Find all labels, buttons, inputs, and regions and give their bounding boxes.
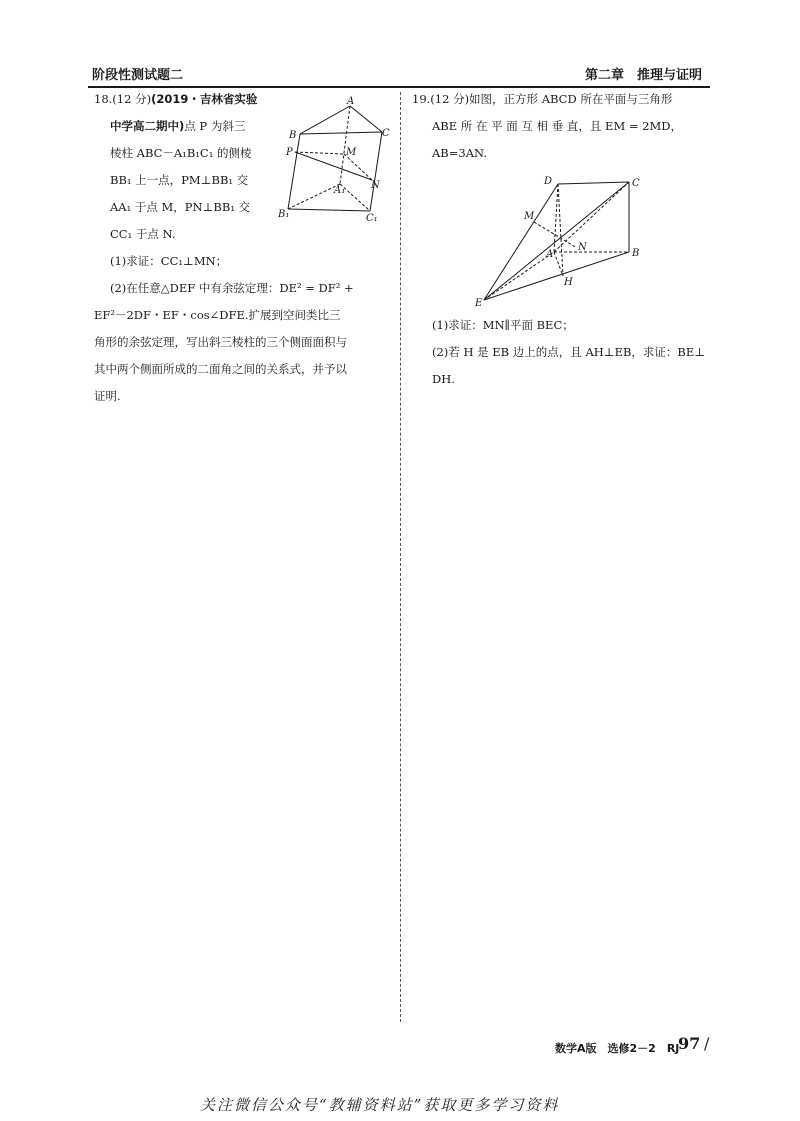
- label-B: B: [289, 130, 297, 141]
- label-C1: C₁: [366, 213, 378, 224]
- label-N: N: [371, 180, 380, 191]
- q18-line3: BB₁ 上一点，PM⊥BB₁ 交: [110, 173, 249, 187]
- book-label: 数学A版 选修2－2 RJ: [555, 1042, 680, 1055]
- q18-source: (2019・吉林省实验: [151, 92, 258, 106]
- edge-A1B1: [288, 184, 340, 209]
- label-N: N: [578, 242, 587, 253]
- label-E: E: [475, 298, 483, 308]
- label-A: A: [347, 96, 355, 107]
- edge-EA: [484, 252, 554, 300]
- q18-line2: 棱柱 ABC－A₁B₁C₁ 的侧棱: [110, 146, 252, 160]
- segment-DH: [558, 184, 563, 276]
- q18-prism-figure: [278, 94, 393, 224]
- edge-DC: [558, 182, 629, 184]
- q19-line3: AB=3AN.: [432, 146, 487, 160]
- label-P: P: [286, 147, 293, 158]
- q18-line4: AA₁ 于点 M，PN⊥BB₁ 交: [110, 200, 251, 214]
- q19-line1: 19.(12 分)如图，正方形 ABCD 所在平面与三角形: [412, 92, 673, 106]
- label-B: B: [632, 248, 640, 259]
- q19-part2-line1: (2)若 H 是 EB 边上的点，且 AH⊥EB，求证：BE⊥: [432, 345, 706, 359]
- q18-part1: (1)求证：CC₁⊥MN；: [110, 254, 228, 268]
- q19-square-triangle-figure: [472, 172, 652, 308]
- label-A1: A₁: [334, 185, 346, 196]
- label-D: D: [544, 176, 553, 187]
- q19-line2: ABE 所 在 平 面 互 相 垂 直，且 EM = 2MD，: [432, 119, 682, 133]
- q18-part2-line1: (2)在任意△DEF 中有余弦定理：DE² = DF² +: [110, 281, 354, 295]
- edge-BB1: [288, 134, 300, 209]
- segment-PM: [295, 152, 344, 154]
- label-B1: B₁: [278, 209, 290, 220]
- section-title: 阶段性测试题二: [92, 68, 184, 83]
- q18-source-2: 中学高二期中): [110, 119, 185, 133]
- edge-BC: [300, 132, 382, 134]
- edge-EC: [484, 182, 629, 300]
- q19-part2-line2: DH.: [432, 372, 455, 386]
- label-M: M: [346, 147, 357, 158]
- edge-B1C1: [288, 209, 370, 211]
- edge-ED: [484, 184, 558, 300]
- chapter-title: 第二章 推理与证明: [585, 68, 703, 83]
- label-H: H: [564, 277, 573, 288]
- page-slash: /: [704, 1034, 710, 1053]
- q18-part2-line2: EF²－2DF・EF・cos∠DFE.扩展到空间类比三: [94, 308, 341, 322]
- edge-AC: [350, 106, 382, 132]
- label-M: M: [524, 211, 535, 222]
- q18-line5: CC₁ 于点 N.: [110, 227, 176, 241]
- q18-part2-line3: 角形的余弦定理，写出斜三棱柱的三个侧面面积与: [94, 335, 347, 349]
- label-C: C: [632, 178, 640, 189]
- q18-number: 18.(12 分): [94, 92, 152, 106]
- edge-AA1: [340, 106, 350, 184]
- label-C: C: [382, 128, 390, 139]
- edge-CC1: [370, 132, 382, 211]
- edge-AB: [300, 106, 350, 134]
- segment-PN: [295, 152, 372, 180]
- q19-part1: (1)求证：MN∥平面 BEC；: [432, 318, 574, 332]
- watermark-text: 关注微信公众号“教辅资料站”获取更多学习资料: [200, 1096, 560, 1114]
- q18-line1: 点 P 为斜三: [184, 119, 246, 133]
- q18-part2-line5: 证明.: [94, 389, 121, 403]
- segment-AC: [554, 182, 629, 252]
- q18-part2-line4: 其中两个侧面所成的二面角之间的关系式，并予以: [94, 362, 347, 376]
- label-A: A: [546, 249, 554, 260]
- column-divider: [400, 92, 401, 1022]
- page-number: 97: [678, 1034, 701, 1053]
